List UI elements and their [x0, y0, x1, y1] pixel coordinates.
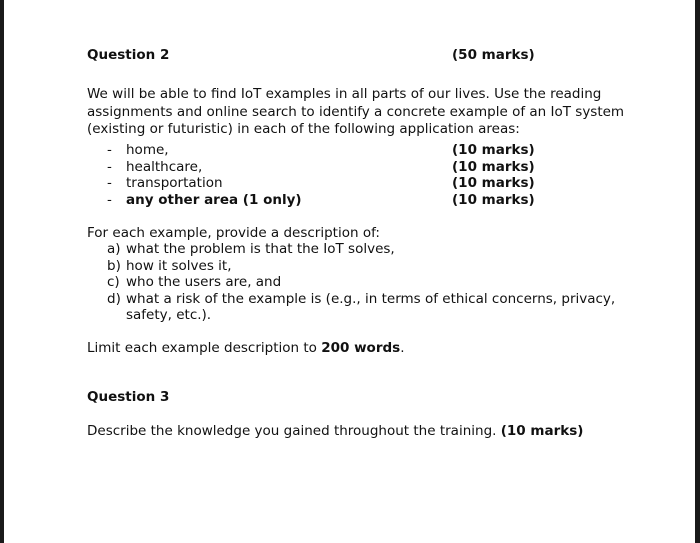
word-limit-suffix: . — [400, 340, 405, 356]
part-text: what the problem is that the IoT solves, — [126, 241, 395, 257]
part-text: what a risk of the example is (e.g., in terms of ethical concerns, privacy, safety, etc.). — [126, 290, 616, 323]
part-letter: a) — [107, 241, 121, 257]
question-3-body — [87, 423, 583, 439]
part-item-d — [107, 291, 627, 324]
word-limit-note — [87, 340, 404, 356]
for-each-instruction: For each example, provide a description of: — [87, 225, 380, 241]
bullet-dash: - — [107, 191, 112, 208]
question-2-title: Question 2 — [87, 47, 170, 63]
part-text: how it solves it, — [126, 257, 232, 274]
part-item-b — [107, 258, 627, 275]
area-marks: (10 marks) — [452, 191, 535, 208]
left-border — [0, 0, 4, 543]
part-letter: c) — [107, 274, 120, 290]
area-item-healthcare — [107, 159, 547, 176]
area-label: transportation — [126, 175, 223, 191]
area-label: home, — [126, 142, 169, 158]
word-limit-prefix: Limit each example description to — [87, 340, 322, 356]
area-item-other — [107, 192, 547, 209]
question-3-title: Question 3 — [87, 389, 170, 405]
area-item-transportation — [107, 175, 547, 192]
bullet-dash: - — [107, 175, 112, 191]
question-2-intro: We will be able to find IoT examples in all parts of our lives. Use the reading assignments and online search to identify a concrete example of an IoT system (existing or futuristic) in each of the following application areas: — [87, 86, 625, 137]
area-item-home — [107, 142, 547, 159]
right-border — [695, 0, 700, 543]
area-label: healthcare, — [126, 158, 203, 175]
application-areas-list — [107, 142, 547, 208]
bullet-dash: - — [107, 158, 112, 175]
area-marks: (10 marks) — [452, 142, 535, 158]
part-letter: d) — [107, 290, 121, 307]
area-label: any other area (1 only) — [126, 191, 302, 208]
part-item-c — [107, 274, 627, 291]
part-letter: b) — [107, 257, 121, 274]
area-marks: (10 marks) — [452, 175, 535, 191]
word-limit-value: 200 words — [321, 340, 401, 356]
part-text: who the users are, and — [126, 274, 282, 290]
question-3-text: Describe the knowledge you gained throughout the training. — [87, 423, 501, 439]
question-2-marks: (50 marks) — [452, 47, 535, 63]
description-parts-list — [107, 241, 627, 324]
question-3-marks: (10 marks) — [500, 423, 584, 439]
area-marks: (10 marks) — [452, 158, 535, 175]
part-item-a — [107, 241, 627, 258]
bullet-dash: - — [107, 142, 112, 158]
